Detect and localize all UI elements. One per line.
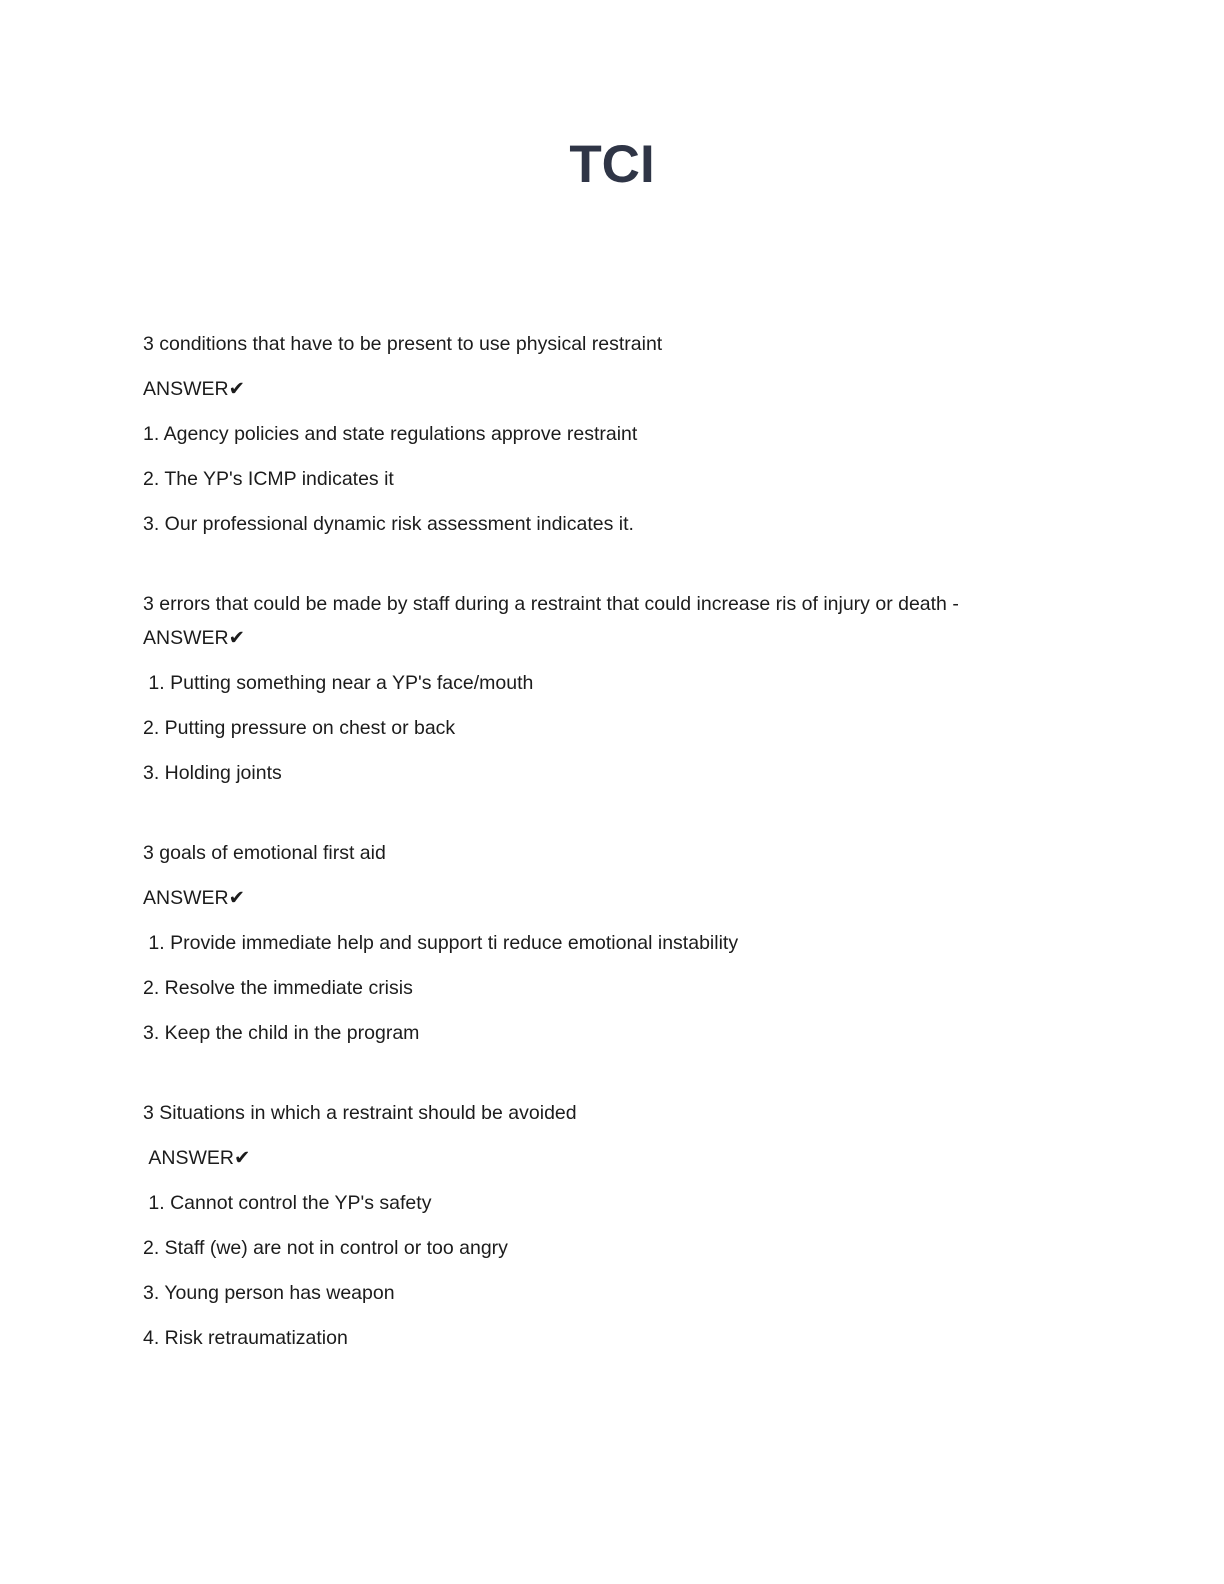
qa-section-staff-errors-restraint	[143, 587, 1154, 790]
qa-section-conditions-physical-restraint	[143, 327, 1154, 541]
answer-label: ANSWER✔	[143, 1147, 251, 1169]
answer-item: 3. Our professional dynamic risk assessment indicates it.	[143, 513, 634, 535]
answer-item: 1. Putting something near a YP's face/mouth	[143, 672, 534, 694]
answer-item: 2. Putting pressure on chest or back	[143, 717, 456, 739]
answer-item: 3. Young person has weapon	[143, 1282, 395, 1304]
answer-item: 3. Keep the child in the program	[143, 1022, 420, 1044]
qa-section-restraint-avoided-situations	[143, 1096, 1154, 1355]
answer-label: ANSWER✔	[143, 627, 245, 649]
answer-label: ANSWER✔	[143, 887, 245, 909]
document-body	[0, 327, 1224, 1355]
answer-item: 1. Cannot control the YP's safety	[143, 1192, 432, 1214]
answer-item: 4. Risk retraumatization	[143, 1327, 348, 1349]
document-title: TCI	[569, 135, 655, 194]
answer-item: 2. The YP's ICMP indicates it	[143, 468, 394, 490]
answer-item: 2. Staff (we) are not in control or too angry	[143, 1237, 508, 1259]
question-text: 3 goals of emotional first aid	[143, 842, 386, 864]
answer-label: ANSWER✔	[143, 378, 245, 400]
answer-item: 2. Resolve the immediate crisis	[143, 977, 413, 999]
answer-item: 1. Provide immediate help and support ti reduce emotional instability	[143, 932, 739, 954]
qa-section-goals-emotional-first-aid	[143, 836, 1154, 1050]
question-text: 3 errors that could be made by staff during a restraint that could increase ris of injury or death -	[143, 593, 959, 615]
answer-item: 1. Agency policies and state regulations approve restraint	[143, 423, 638, 445]
question-text: 3 Situations in which a restraint should be avoided	[143, 1102, 577, 1124]
question-text: 3 conditions that have to be present to use physical restraint	[143, 333, 663, 355]
answer-item: 3. Holding joints	[143, 762, 282, 784]
